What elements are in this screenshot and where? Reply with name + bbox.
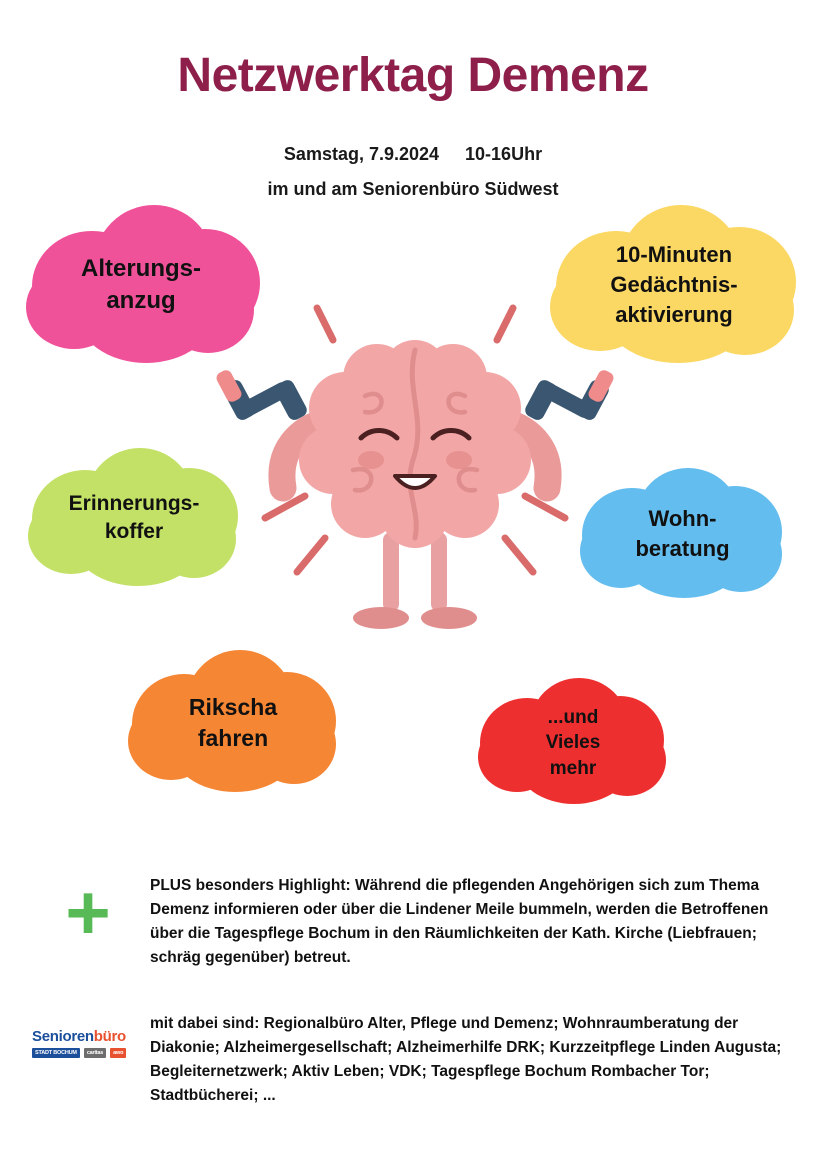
bubble-gedaechtnisaktivierung <box>550 205 798 365</box>
bubble-vieles-mehr <box>478 678 668 808</box>
page-title: Netzwerktag Demenz <box>177 49 649 102</box>
plus-icon: + <box>65 868 111 956</box>
logo-chip-caritas: caritas <box>84 1048 106 1058</box>
bubble-label: Erinnerungs- koffer <box>68 491 200 543</box>
bubble-label: ...und Vieles mehr <box>545 706 601 779</box>
bubble-label: 10-Minuten Gedächtnis- aktivierung <box>610 242 738 327</box>
highlight-paragraph: PLUS besonders Highlight: Während die pflegenden Angehörigen sich zum Thema Demenz informieren oder über die Lindener Meile bummeln, werden die Betroffenen über die Tagespflege Bochum in den Räumlichkeiten der Kath. Kirche (Liebfrauen; schräg gegenüber) betreut. <box>150 877 769 967</box>
event-date: Samstag, 7.9.2024 <box>283 144 440 164</box>
bubble-erinnerungskoffer <box>28 448 240 588</box>
event-time: 10-16Uhr <box>465 144 543 164</box>
partners-paragraph: mit dabei sind: Regionalbüro Alter, Pflege und Demenz; Wohnraumberatung der Diakonie; Alzheimergesellschaft; Alzheimerhilfe DRK; Kurzzeitpflege Linden Augusta; Begleiternetzwerk; Aktiv Leben; VDK; Tagespflege Bochum Rombacher Tor; Stadtbücherei; ... <box>150 1015 782 1105</box>
logo-partner-chips <box>32 1048 136 1058</box>
logo-chip-stadt-bochum: STADT BOCHUM <box>32 1048 80 1058</box>
bubble-rikscha <box>128 650 338 796</box>
bubble-label: Alterungs- anzug <box>81 254 201 314</box>
logo-wordmark: Seniorenbüro <box>32 1028 126 1045</box>
event-location: im und am Seniorenbüro Südwest <box>267 179 559 199</box>
event-date-line <box>0 144 826 165</box>
bubble-alterungsanzug <box>22 205 260 365</box>
seniorenbuero-logo <box>32 1028 136 1072</box>
bubble-label: Wohn- beratung <box>635 506 730 561</box>
bubble-label: Rikscha fahren <box>188 693 278 751</box>
bubble-wohnberatung <box>580 468 785 600</box>
logo-chip-awo: awo <box>110 1048 126 1058</box>
